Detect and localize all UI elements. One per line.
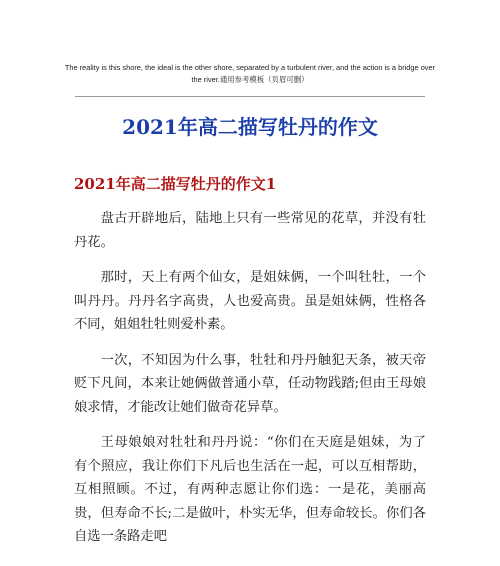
paragraph: 那时，天上有两个仙女，是姐妹俩，一个叫牡牡，一个叫丹丹。丹丹名字高贵，人也爱高贵。虽是姐妹俩，性格各不同，姐姐牡牡则爱朴素。: [74, 270, 426, 332]
section-heading: 2021年高二描写牡丹的作文1: [74, 175, 277, 193]
paragraph: 盘古开辟地后，陆地上只有一些常见的花草，并没有牡丹花。: [74, 211, 426, 250]
paragraph: 一次，不知因为什么事，牡牡和丹丹触犯天条，被天帝贬下凡间，本来让她俩做普通小草，任动物践踏;但由王母娘娘求情，才能改让她们做奇花异草。: [74, 352, 426, 415]
paragraph: 王母娘娘对牡牡和丹丹说：“你们在天庭是姐妹，为了有个照应，我让你们下凡后也生活在一起，可以互相帮助，互相照顾。不过，有两种志愿让你们选：一是花，美丽高贵，但寿命不长;二是做叶，朴实无华，但寿命较长。你们各自选一条路走吧: [74, 435, 426, 544]
document-body: [74, 207, 426, 561]
header-divider: [75, 96, 425, 97]
document-title: 2021年高二描写牡丹的作文: [122, 115, 378, 139]
page-header-note: The reality is this shore, the ideal is the other shore, separated by a turbulent river, and the action is a bridge over the river.通用参考模板（页眉可删）: [64, 63, 436, 84]
